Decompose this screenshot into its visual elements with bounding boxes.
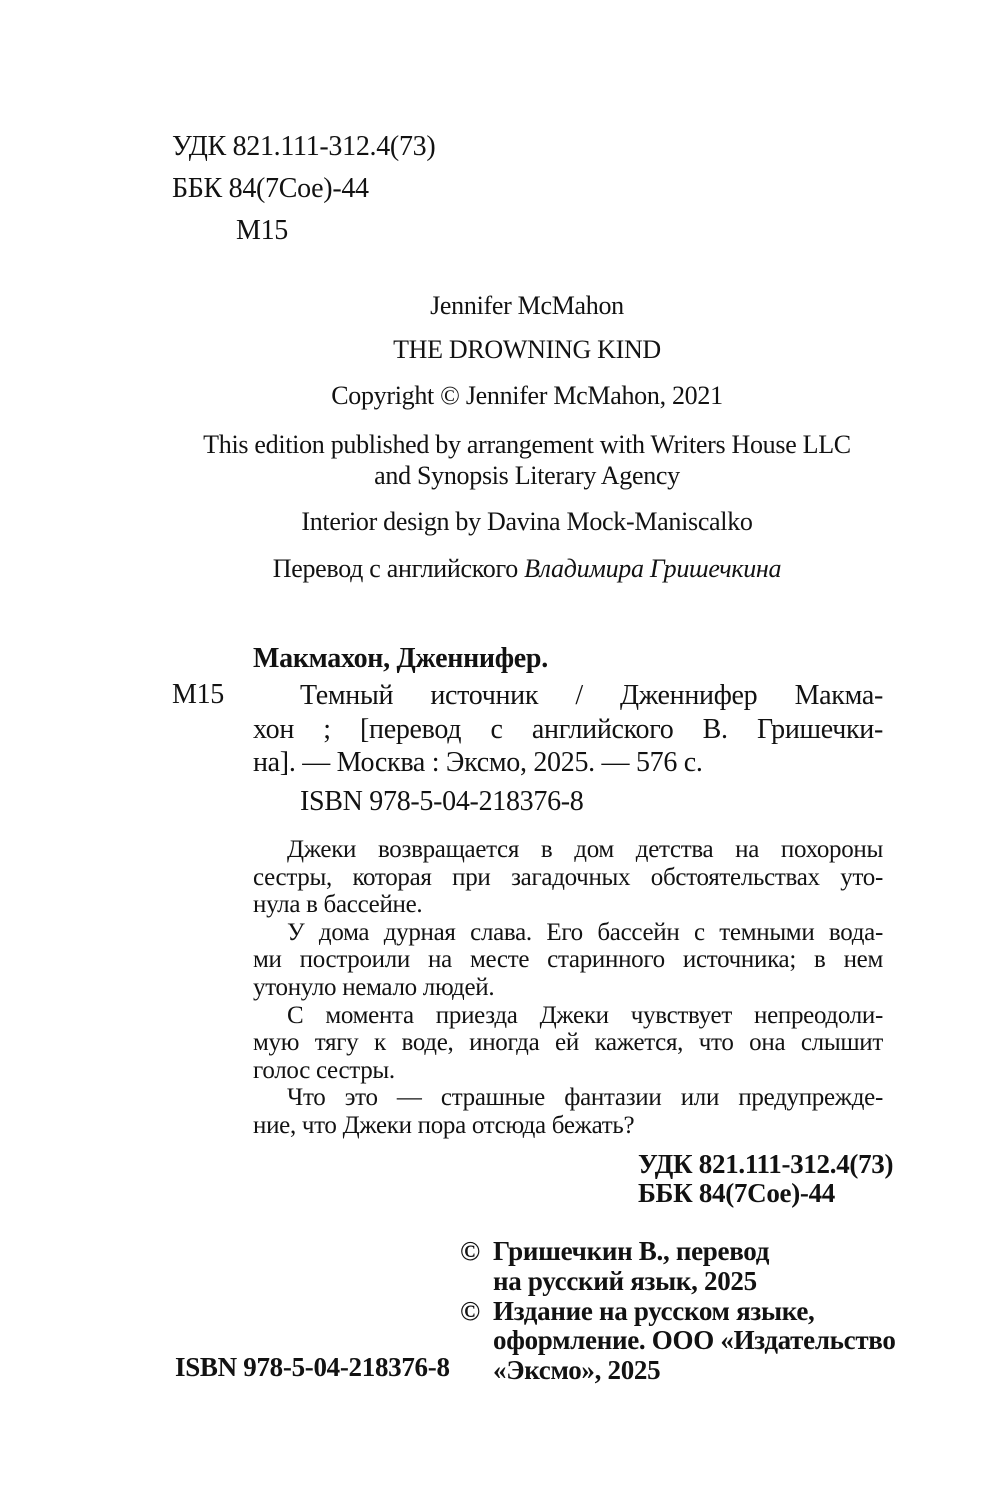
author-letter-code: М15: [236, 215, 288, 246]
original-author: Jennifer McMahon: [430, 291, 624, 320]
catalog-entry-line: на]. — Москва : Эксмо, 2025. — 576 с.: [253, 747, 703, 778]
copyright-entry-row: [460, 1297, 910, 1327]
annotation-line: мую тягу к воде, иногда ей кажется, что она слышит: [253, 1029, 883, 1057]
copyright-entry-line: оформление. ООО «Издательство: [493, 1325, 896, 1356]
copyright-entry-line: Гришечкин В., перевод: [493, 1236, 770, 1266]
edition-arrangement-line1: This edition published by arrangement with Writers House LLC: [203, 430, 851, 459]
copyright-entry-row: [460, 1267, 910, 1297]
copyright-indent-spacer: [460, 1326, 493, 1356]
annotation-line: Что это — страшные фантазии или предупрежде-: [287, 1084, 883, 1112]
copyright-indent-spacer: [460, 1356, 493, 1386]
book-annotation: [253, 836, 883, 1140]
annotation-line: Джеки возвращается в дом детства на похороны: [287, 836, 883, 863]
annotation-line: С момента приезда Джеки чувствует непреодоли-: [287, 1001, 883, 1029]
annotation-line: голос сестры.: [253, 1056, 395, 1084]
annotation-line: У дома дурная слава. Его бассейн с темными вода-: [287, 918, 883, 946]
copyright-symbol: ©: [460, 1295, 480, 1326]
translation-credit: [170, 554, 884, 585]
translator-name: Владимира Гришечкина: [524, 554, 782, 583]
bottom-udk-code: УДК 821.111-312.4(73): [638, 1149, 894, 1179]
copyright-entry-row: [460, 1326, 910, 1356]
copyright-symbol: ©: [460, 1236, 480, 1266]
annotation-line: ми построили на месте старинного источника; в нем: [253, 946, 883, 974]
copyright-entry-line: на русский язык, 2025: [493, 1265, 757, 1296]
copyright-indent-spacer: [460, 1267, 493, 1297]
copyright-entry-line: Издание на русском языке,: [493, 1295, 815, 1326]
original-copyright-line: Copyright © Jennifer McMahon, 2021: [331, 381, 723, 410]
catalog-isbn: ISBN 978-5-04-218376-8: [300, 786, 584, 817]
top-classification-codes: [172, 126, 435, 252]
udk-code: УДК 821.111-312.4(73): [172, 131, 436, 162]
copyright-entry-line: «Эксмо», 2025: [493, 1355, 661, 1386]
catalog-card-entry: [253, 679, 883, 780]
edition-arrangement-note: [170, 430, 884, 491]
annotation-line: сестры, которая при загадочных обстоятельствах уто-: [253, 863, 883, 891]
catalog-card-heading: Макмахон, Дженнифер.: [253, 643, 548, 674]
copyright-entry-row: [460, 1237, 910, 1267]
bottom-classification-codes: [638, 1150, 893, 1208]
annotation-line: утонуло немало людей.: [253, 973, 495, 1001]
copyright-entry-row: [460, 1356, 910, 1386]
annotation-line: нула в бассейне.: [253, 891, 423, 919]
copyright-block: [460, 1237, 910, 1386]
translation-credit-prefix: Перевод с английского: [272, 554, 525, 583]
bottom-isbn: ISBN 978-5-04-218376-8: [175, 1352, 450, 1382]
bottom-bbk-code: ББК 84(7Сое)-44: [638, 1177, 835, 1208]
catalog-entry-line: хон ; [перевод с английского В. Гришечки-: [253, 713, 883, 745]
edition-arrangement-line2: and Synopsis Literary Agency: [374, 460, 680, 490]
bbk-code: ББК 84(7Сое)-44: [172, 173, 369, 204]
original-title: THE DROWNING KIND: [393, 335, 661, 364]
interior-design-credit: Interior design by Davina Mock-Maniscalko: [301, 507, 753, 536]
catalog-entry-line: Темный источник / Дженнифер Макма-: [300, 680, 883, 711]
annotation-line: ние, что Джеки пора отсюда бежать?: [253, 1111, 635, 1139]
catalog-card-margin-code: М15: [172, 679, 224, 710]
